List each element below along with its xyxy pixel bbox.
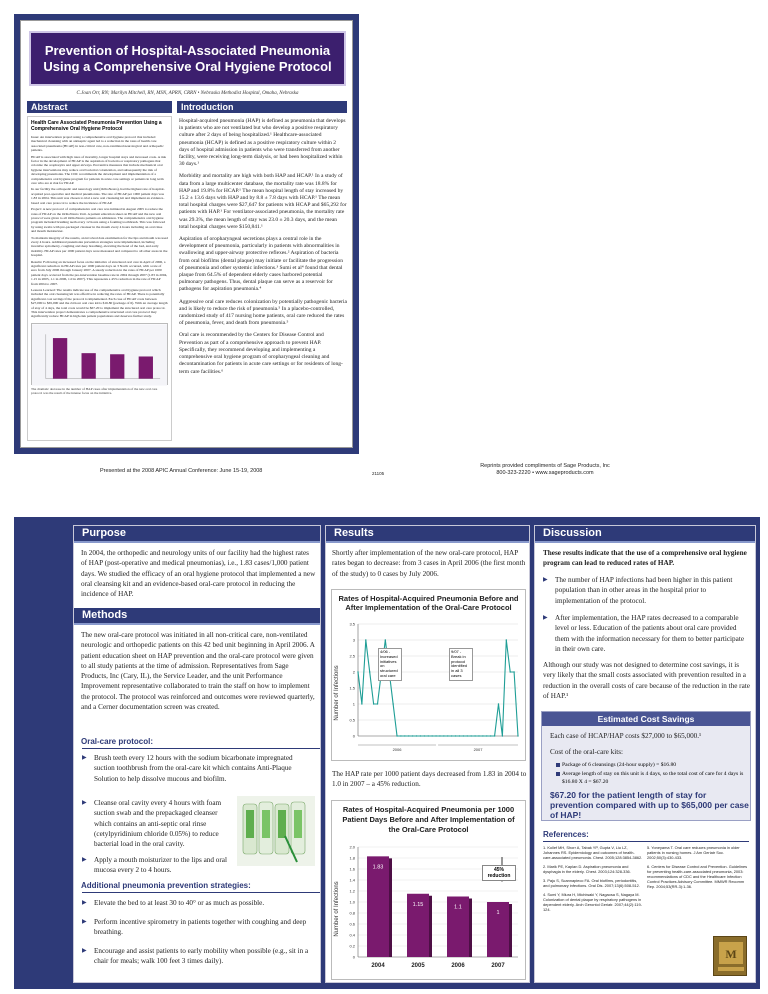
bar-annotation: 45% reduction [482,865,516,881]
line-y-tick: 3.5 [349,621,355,627]
line-point [509,671,510,672]
discussion-column [534,525,756,983]
savings-item-2: Average length of stay on this unit is 4 days, so the total cost of care for 4 days is $16.80 X 4 = $67.20 [562,771,744,785]
line-point [478,735,479,736]
abstract-title: Health Care Associated Pneumonia Prevention Using a Comprehensive Oral Hygiene Protocol [31,120,162,132]
code-number: 21105 [372,471,385,476]
line-point [482,735,483,736]
bar-y-tick: 1.6 [349,866,355,872]
bar-y-tick: 0.6 [349,921,355,927]
title-line-1: Prevention of Hospital-Associated Pneumonia [44,43,331,58]
authors: C.Joan Orr, RN; Marilyn Mitchell, RN, MSN, APRN, CRRN • Nebraska Methodist Hospital, Omaha, Nebraska [76,91,299,96]
savings-heading: Estimated Cost Savings [542,712,750,726]
divider [82,892,320,893]
bar-y-tick: 1.2 [349,888,355,894]
bar [367,856,389,957]
methods-text: The new oral-care protocol was initiated in all non-critical care, non-ventilated neurologic and orthopedic patients on this 42 bed unit beginning in April 2006. A patient education sheet on HAP prevention and the oral-care protocol were given to all study patients at the time of admission. Representatives from Sage Products, Inc (Cary, IL), the Service Leader, and the unit Performance Improvement representative collaborated to train the staff on how to implement the protocol. The protocol was reinforced and outcomes were reviewed quarterly, and a Cerner documentation screen was created. [81,631,315,712]
abstract-paragraph: Lessons Learned: The results indicate use of the comprehensive oral hygiene protocol which included the oral cleansing kit was effective in reducing the rates of HCAP. There is potentially significant cost savings if the protocol is implemented. Each case of HCAP costs between $27,000 to $65,000 and the 24 hour oral care kit is $16.80 (package of 6). With an average length of stay of 4 days, the total costs would be $67.20 to implement the structured oral care protocol. This intervention project demonstrates a comprehensive structured oral care protocol may significantly reduce HCAP in high-risk patient populations and deserves further study. [31,288,168,319]
line-point [385,639,386,640]
introduction-paragraph: Hospital-acquired pneumonia (HAP) is defined as pneumonia that develops in patients who are not ventilated but who develop a positive respiratory culture after 2 days of being hospitalized.¹ Healthcare-associated pneumonia (HCAP) is defined as a positive respiratory culture within 2 days of hospital admission in patients who were transferred from another facility, were receiving long-term dialysis, or had been hospitalized within 30 days.¹ [179,118,346,168]
line-point [361,703,362,704]
top-poster-inner [20,20,353,448]
strategy-item-3: ▶ Encourage and assist patients to early mobility when possible (e.g., sit in a chair for meals; walk 100 feet 3 times daily). [82,946,315,967]
line-point [424,735,425,736]
bar-shadow [429,896,432,957]
line-point [412,735,413,736]
introduction-paragraph: Aspiration of oropharyngeal secretions plays a central role in the development of pneumonia, particularly in patients with abnormalities in swallowing and upper-airway protective reflexes.² Aspiration of bacteria from oral biofilms (dental plaque) may initiate or facilitate the progression of pneumonia and other systemic infections.³ Sumi et al⁴ found that dental plaque from 64.5% of dependent elderly cases harbored potential pulmonary pathogens. Thus, dental plaque can serve as a reservoir for pathogens for aspiration pneumonia.⁴ [179,236,344,293]
line-point [408,735,409,736]
bar-y-tick: 1.4 [349,877,355,883]
reference-item: 4. Sumi Y, Miura H, Michiwaki Y, Nagaosa S, Nagaya M. Colonization of dental plaque by respiratory pathogens in dependent elderly. Arch Gerontol Geriatr. 2007;44(2):119-124. [543,892,642,912]
abstract-paragraph: HCAP is associated with high rates of mortality, longer hospital stays and increased costs. A risk factor in the development of HCAP is the aspiration of bacteria or respiratory pathogens that colonize the oropharynx and upper airways. Preventive measures that include mechanical oral hygiene interventions may reduce oral bacterial colonization, and subsequently the risk of developing pneumonia. The CDC recommends the development and implementation of a comprehensive oral hygiene program for patients in acute care settings or patients in long term care who are at risk for HCAP. [31,154,167,186]
mini-bar [53,338,67,379]
reference-item: 2. Marik PE, Kaplan D. Aspiration pneumonia and dysphagia in the elderly. Chest. 2003;124:328-336. [543,864,631,874]
purpose-text: In 2004, the orthopedic and neurology units of our facility had the highest rates of HAP (post-operative and medical pneumonias), i.e., 1.83 cases/1,000 patient days. We studied the efficacy of an oral hygiene protocol that implemented a new oral cleansing kit and an evidence-based oral-care protocol in reducing the incidence of HAP. [81,549,316,599]
bullet-icon [556,772,560,776]
presented-note: Presented at the 2008 APIC Annual Conference: June 15-19, 2008 [100,468,263,474]
oral-care-heading: Oral-care protocol: [81,737,154,746]
strategy-item-1: ▶ Elevate the bed to at least 30 to 40° or as much as possible. [82,898,315,908]
line-point [377,703,378,704]
bar-chart-panel [331,800,526,980]
bar-category-label: 2005 [411,963,425,969]
line-point [396,735,397,736]
line-chart [332,618,525,760]
references-left [543,845,643,916]
line-point [502,735,503,736]
left-column [73,525,321,983]
line-point [463,735,464,736]
line-y-tick: 1.5 [349,685,355,691]
abstract-paragraph: To maintain integrity of the results, an involved data examination for the lips and mouth was used every 4 hours. Additional pneumonia prevention strategies were implemented, including incentive spirometry, coughing and deep breathing, elevating the head of the bed, and early mobility. HCAP rates per 1000 patient days were measured and compared to all other areas in the hospital. [31,235,168,258]
divider [82,748,320,749]
abstract-paragraph: In our facility the orthopedic and neurology unit (OrthoNeuro), had the highest rate of hospital-acquired post-operative and medical pneumonias. The rate of HCAP per 1000 patient days was 1.83 in 2004. This unit was chosen to trial a new oral cleansing kit and implement an evidence-based oral care protocol to reduce the incidence of HCAP. [31,187,165,205]
oral-item-2: ▶ Cleanse oral cavity every 4 hours with foam suction swab and the prepackaged cleanser which contains an anti-septic oral rinse (cetylpyridinium chloride 0.05%) to reduce bacterial load in the oral cavity. [82,798,230,849]
introduction-paragraph: Oral care is recommended by the Centers for Disease Control and Prevention as part of a comprehensive approach to prevent HAP. Specifically, they recommend developing and implementing a comprehensive oral hygiene program of oropharyngeal cleaning and decontamination for patients in acute care settings or for residents of long-term care facilities.⁶ [179,332,343,375]
line-y-tick: 2.5 [349,653,355,659]
oral-item-3: ▶ Apply a mouth moisturizer to the lips and oral mucosa every 2 to 4 hours. [82,855,237,876]
svg-text:M: M [725,947,737,961]
bar-chart-title: Rates of Hospital-Acquired Pneumonia per 1000 Patient Days Before and After Implementation of the Oral-Care Protocol [342,805,515,834]
line-y-tick: 0.5 [349,717,355,723]
abstract-heading: Abstract [27,101,172,113]
line-annotation-1: 4/06 - Increased initiatives on structured oral care [378,648,402,681]
additional-strategies-heading: Additional pneumonia prevention strategies: [81,881,251,890]
introduction-heading: Introduction [177,101,347,113]
cost-savings-box [541,711,751,821]
reference-item: 5. Yoneyama T. Oral care reduces pneumonia in older patients in nursing homes. J Am Geriatr Soc. 2002;50(3):430-433. [647,845,740,860]
abstract-chart-caption: The dramatic decrease in the number of HAP cases after implementation of the new oral care protocol was the result of the intense focus on the initiative. [31,386,158,396]
abstract-mini-chart [31,323,168,385]
reference-item: 3. Paju S, Scannapieco FA. Oral biofilms, periodontitis, and pulmonary infections. Oral Dis. 2007;13(6):508-512. [543,878,640,888]
line-year-label: 2007 [473,747,483,752]
mini-bar-chart [32,324,167,386]
savings-item-1: Package of 6 cleansings (24-hour supply) = $16.80 [562,762,677,768]
savings-line-2: Cost of the oral-care kits: [550,748,624,756]
line-point [439,735,440,736]
oral-item-1: ▶ Brush teeth every 12 hours with the sodium bicarbonate impregnated suction toothbrush from the oral-care kit which contains Anti-Plaque Solution to help dissolve mucous and biofilm. [82,753,307,784]
bar-y-tick: 2.0 [349,844,355,850]
abstract-paragraph: Issue: An intervention project using a comprehensive oral hygiene protocol that included mechanical cleansing with an antiseptic agent led to a reduction in the rates of health care associated pneumonia (HCAP) in non-critical care, non-ventilated neurological and orthopedic patients. [31,135,164,153]
line-point [498,703,499,704]
line-y-tick: 1 [352,701,355,707]
purpose-heading: Purpose [74,526,320,541]
references-right [647,845,751,893]
introduction-paragraph: Morbidity and mortality are high with both HAP and HCAP.¹ In a study of data from a large multicenter database, the mortality rate was 18.8% for HAP and 19.8% for HCAP.¹ The mean hospital length of stay increased by 15.2 ± 13.6 days with HAP and by 8.8 ± 7.8 days with HCAP.¹ The mean total hospital charges were $27,647 for patients with HCAP and $65,292 for patients with HAP.¹ For ventilator-associated pneumonia, the mortality rate was 29.3%, the mean length of stay was 23.0 ± 20.3 days, and the mean total hospital charges were $150,841.¹ [179,173,347,230]
line-point [400,735,401,736]
bar-y-tick: 1.8 [349,855,355,861]
mini-bar [139,356,153,378]
line-point [416,735,417,736]
divider [543,841,749,842]
line-point [404,735,405,736]
bar-category-label: 2006 [451,963,465,969]
line-point [513,671,514,672]
line-point [428,735,429,736]
line-point [365,639,366,640]
line-annotation-2: 9/07 - Break in protocol identified in all 3 cases [449,648,473,681]
bottom-poster [14,517,760,989]
hospital-logo [713,936,747,976]
line-year-label: 2006 [392,747,402,752]
line-y-tick: 3 [352,637,355,643]
line-point [447,735,448,736]
line-point [470,735,471,736]
title-line-2: Using a Comprehensive Oral Hygiene Protocol [43,59,332,74]
line-point [392,703,393,704]
bar-chart-ylabel: Number of Infections [334,881,340,937]
line-point [443,735,444,736]
bar-shadow [469,899,472,958]
oral-care-kit-image [237,796,315,866]
discussion-item-2: ▶ After implementation, the HAP rates decreased to a comparable level or less. Education of the patients about oral care provided them with the information necessary for them to better participate in their own care. [543,613,751,654]
bar-category-label: 2004 [371,963,385,969]
reprints-line-2: 800-323-2220 • www.sageproducts.com [496,470,594,476]
line-point [431,735,432,736]
mini-bar [110,354,124,378]
results-heading: Results [326,526,529,541]
line-point [506,639,507,640]
bar-category-label: 2007 [491,963,505,969]
bar-shadow [389,858,392,957]
line-point [451,735,452,736]
line-point [435,735,436,736]
bar-chart [332,839,525,979]
line-point [467,735,468,736]
savings-line-1: Each case of HCAP/HAP costs $27,000 to $65,000.¹ [550,732,702,740]
abstract-paragraph: Results: Following an increased focus on the initiative of structured oral care in April of 2006, a significant reduction in HCAP rates per 1000 patient days on 3 North occurred, with a rate of zero from July 2006 through January 2007. A steady reduction in the rates of HCAP per 1000 patient days occurred from the pre-intervention baseline rate in 2004 through 2007 (1.83 in 2004, 1.15 in 2005, 1.1 in 2006, 1.0 in 2007). This represents a 45% reduction in the rate of HCAP from 2004 to 2007. [31,259,168,286]
abstract-paragraph: Project: A new protocol of comprehensive oral care was initiated in August 2005 to reduce the rates of HCAP on the OrthoNeuro Unit. A patient education sheet on HCAP and the new oral protocol were given to all OrthoNeuro patients on admission. The comprehensive oral hygiene program included brushing teeth every 12 hours using a foaming toothbrush. This was followed by using swabs with pre-packaged cleanser in the mouth every 4 hours including an oral rinse and mouth moisturizer. [31,207,166,234]
bar-value-label: 1.1 [454,904,462,911]
savings-highlight: $67.20 for the patient length of stay for prevention compared with up to $65,000 per case of HAP! [550,790,749,820]
reprints-line-1: Reprints provided compliments of Sage Products, Inc [480,463,610,469]
bar-value-label: 1 [496,910,500,916]
top-poster [14,14,359,454]
line-point [369,671,370,672]
introduction-paragraph: Aggressive oral care reduces colonization by potentially pathogenic bacteria and is likely to reduce the risk of pneumonia.⁵ In a placebo-controlled, randomized study of 417 nursing home patients, oral care reduced the rates of pneumonia, fever, and death from pneumonia.⁵ [179,298,347,327]
discussion-text: Although our study was not designed to determine cost savings, it is very likely that the small costs associated with prevention resulted in a reduction in the overall costs of care because of the reduction in the rate of HAP.¹ [543,661,750,700]
line-point [486,735,487,736]
line-point [494,735,495,736]
discussion-lead: These results indicate that the use of a comprehensive oral hygiene program can lead to reduced rates of HAP. [543,549,747,568]
line-point [420,735,421,736]
line-y-tick: 0 [352,733,355,739]
abstract-paragraphs [31,135,168,319]
introduction-body [179,118,347,443]
strategy-item-2: ▶ Perform incentive spirometry in patients together with coughing and deep breathing. [82,917,315,938]
methods-heading: Methods [74,608,320,623]
line-point [474,735,475,736]
reprints-note [460,463,630,477]
discussion-heading: Discussion [535,526,755,541]
bullet-icon [556,763,560,767]
bar-y-tick: 1.0 [349,899,355,905]
bar-y-tick: 0.8 [349,910,355,916]
bar-y-tick: 0.2 [349,943,355,949]
line-point [490,735,491,736]
bar-y-tick: 0.4 [349,932,355,938]
line-chart-title: Rates of Hospital-Acquired Pneumonia Before and After Implementation of the Oral-Care Protocol [338,594,519,612]
mini-bar [82,353,96,378]
line-point [517,735,518,736]
line-point [459,735,460,736]
discussion-item-1: ▶ The number of HAP infections had been higher in this patient population than in other areas in the hospital prior to implementation of the protocol. [543,575,751,606]
results-column [325,525,530,983]
bar-y-tick: 0 [352,954,355,960]
line-point [455,735,456,736]
bar-value-label: 1.83 [372,864,384,871]
poster-title [29,31,346,86]
references-heading: References: [543,830,589,839]
reference-item: 1. Kollef MH, Shorr A, Tabak YP, Gupta V, Liu LZ, Johannes RS. Epidemiology and outcomes of health-care-associated pneumonia. Chest. 2005;128:3854-3862. [543,845,643,860]
line-chart-ylabel: Number of Infections [334,665,340,721]
abstract-body [27,116,172,441]
bar-shadow [509,904,512,957]
line-y-tick: 2 [352,669,355,675]
line-point [373,703,374,704]
results-text-1: Shortly after implementation of the new oral-care protocol, HAP rates began to decrease: from 3 cases in April 2006 (the first month of the study) to 0 cases by July 2006. [332,549,526,578]
line-point [357,671,358,672]
reference-item: 6. Centers for Disease Control and Prevention. Guidelines for preventing health-care-associated pneumonia, 2003: recommendations of CDC and the Healthcare Infection Control Practices Advisory Committee. MMWR Recomm Rep. 2004;53(RR-3):1-36. [647,864,748,889]
line-chart-panel [331,589,526,761]
bar-value-label: 1.15 [412,901,424,908]
results-text-2: The HAP rate per 1000 patient days decreased from 1.83 in 2004 to 1.0 in 2007 – a 45% reduction. [332,770,527,789]
